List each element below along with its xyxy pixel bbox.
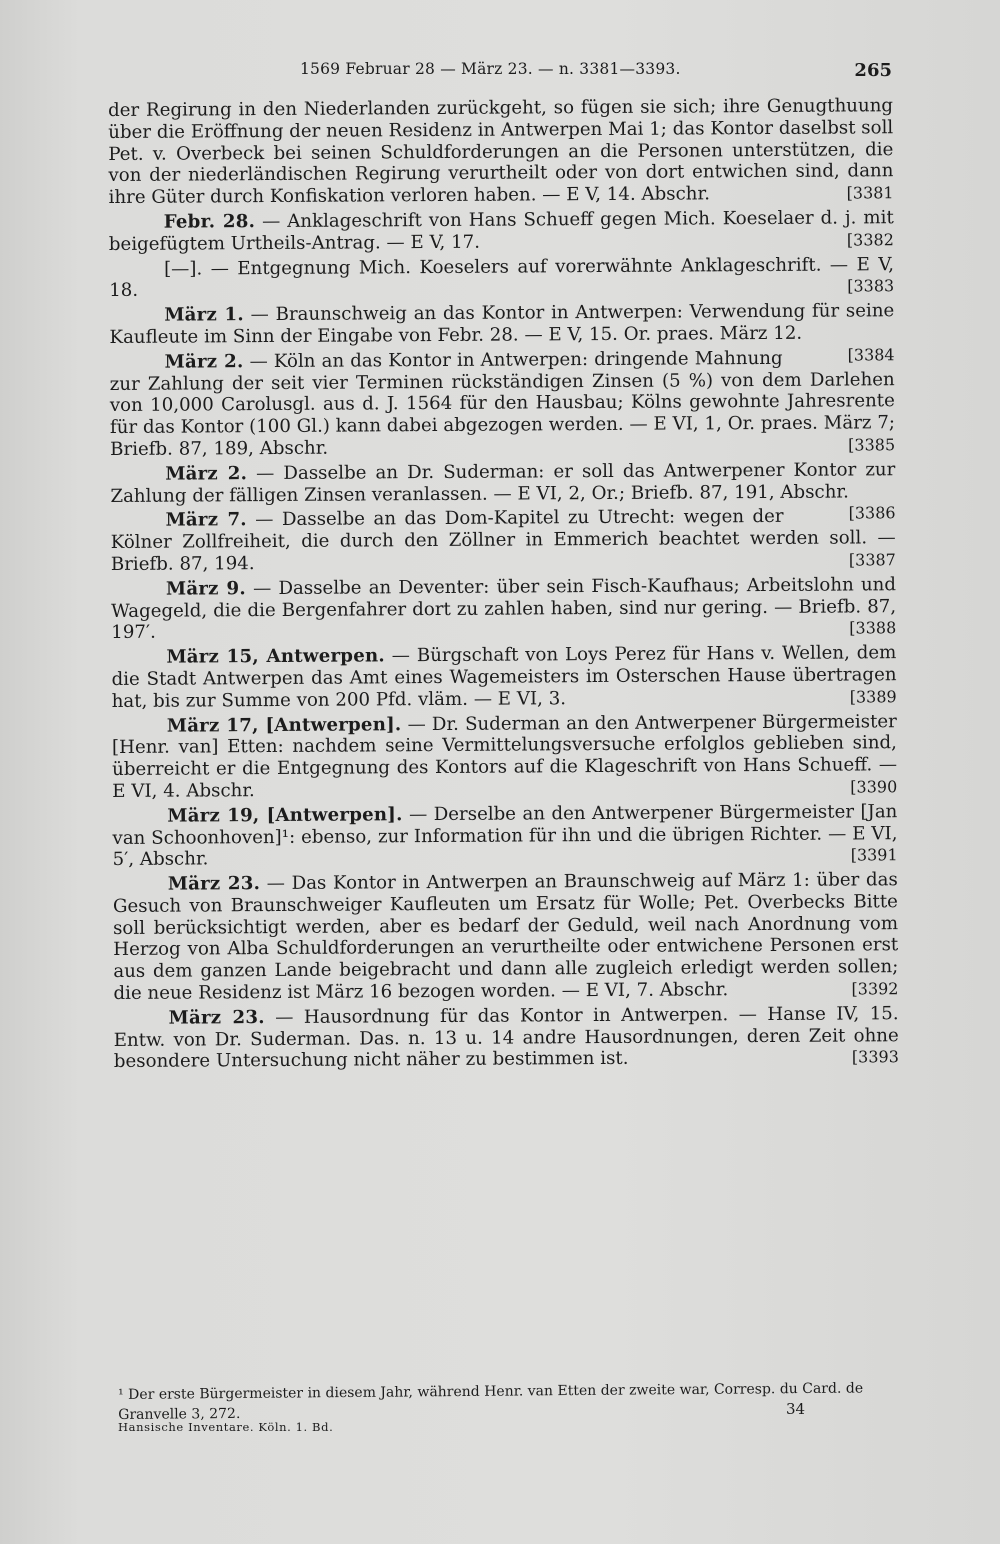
entry-date: März 15, Antwerpen. <box>166 645 385 668</box>
entry-number: [ 3393 <box>797 1047 899 1069</box>
entry-date: März 2. <box>164 350 244 373</box>
register-entry: März 1. — Braunschweig an das Kontor in Antwerpen: Verwendung für seine Kaufleute im Sinn der Eingabe von Febr. 28. — E V, 15. Or. praes. März 12. [ 3384 <box>109 300 894 348</box>
entry-date: März 17, [Antwerpen]. <box>166 713 402 737</box>
register-entry: [—]. — Entgegnung Mich. Koeselers auf vorerwähnte Anklageschrift. — E V, 18. [ 3383 <box>109 254 894 302</box>
register-entry: März 23. — Hausordnung für das Kontor in Antwerpen. — Hanse IV, 15. Entw. von Dr. Suderman. Das. n. 13 u. 14 andre Hausordnungen, deren Zeit ohne besondere Untersuchung nicht näher zu bestimmen ist. [ 3393 <box>114 1003 899 1073</box>
series-line: Hansische Inventare. Köln. 1. Bd. <box>118 1420 334 1434</box>
entry-date: März 23. <box>167 873 261 895</box>
register-entry: März 2. — Dasselbe an Dr. Suderman: er soll das Antwerpener Kontor zur Zahlung der fälligen Zinsen veranlassen. — E VI, 2, Or.; Briefb. 87, 191, Abschr. [ 3386 <box>110 459 895 507</box>
entry-date: März 2. <box>165 462 248 485</box>
register-entries <box>108 95 899 1076</box>
register-entry: März 19, [Antwerpen]. — Derselbe an den Antwerpener Bürgermeister [Jan van Schoonhoven]¹: ebenso, zur Information für ihn und die übrigen Richter. — E VI, 5′, Abschr. [ 3391 <box>112 801 897 871</box>
register-entry: März 23. — Das Kontor in Antwerpen an Braunschweig auf März 1: über das Gesuch von Braunschweiger Kaufleuten um Ersatz für Wolle; Pet. Overbecks Bitte soll berücksichtigt werden, aber es bedarf der Geduld, weil nach Anordnung vom Herzog von Alba Schuldforderungen an verurtheilte oder entwichene Personen erst aus dem ganzen Lande beigebracht und dann alle zugleich erledigt werden sollen; die neue Residenz ist März 16 bezogen worden. — E VI, 7. Abschr. [ 3392 <box>113 869 899 1005</box>
entry-date: März 1. <box>164 304 244 326</box>
entry-date: März 7. <box>165 509 247 531</box>
register-entry: März 9. — Dasselbe an Deventer: über sein Fisch-Kaufhaus; Arbeitslohn und Wagegeld, die die Bergenfahrer dort zu zahlen haben, sind nur gering. — Briefb. 87, 197′. [ 3388 <box>111 574 896 644</box>
entry-number: [ 3382 <box>792 229 894 251</box>
entry-date: März 19, [Antwerpen]. <box>167 803 403 827</box>
entry-date: Febr. 28. <box>163 211 256 233</box>
entry-number: [ 3383 <box>792 276 894 298</box>
entry-number: [ 3390 <box>795 776 897 798</box>
footnote-text: ¹ Der erste Bürgermeister in diesem Jahr, während Henr. van Etten der zweite war, Corresp. du Card. de Granvelle 3, 272. <box>118 1380 864 1423</box>
register-entry: März 2. — Köln an das Kontor in Antwerpen: dringende Mahnung zur Zahlung der seit vier Terminen rückständigen Zinsen (5 %) von dem Darlehen von 10,000 Carolusgl. aus d. J. 1564 für den Hausbau; Kölns gewohnte Jahresrente für das Kontor (100 Gl.) kann dabei abgezogen werden. — E VI, 1, Or. praes. März 7; Briefb. 87, 189, Abschr. [ 3385 <box>110 347 896 461</box>
entry-number: [ 3392 <box>796 978 898 1000</box>
entry-number: [ 3387 <box>794 549 896 571</box>
entry-number: [ 3381 <box>847 182 894 204</box>
register-entry: März 7. — Dasselbe an das Dom-Kapitel zu Utrecht: wegen der Kölner Zollfreiheit, die durch den Zöllner in Emmerich beachtet werden soll. — Briefb. 87, 194. [ 3387 <box>111 506 896 576</box>
entry-date: März 9. <box>165 577 246 600</box>
register-entry: März 17, [Antwerpen]. — Dr. Suderman an den Antwerpener Bürgermeister [Henr. van] Etten: nachdem seine Vermittelungsversuche erfolglos geblieben sind, überreicht er die Entgegnung des Kontors auf die Klageschrift von Hans Schueff. — E VI, 4. Abschr. [ 3390 <box>112 711 898 803</box>
entry-number: [ 3385 <box>793 434 895 456</box>
running-head: 1569 Februar 28 — März 23. — n. 3381—3393. <box>300 60 681 78</box>
register-entry: März 15, Antwerpen. — Bürgschaft von Loys Perez für Hans v. Wellen, dem die Stadt Antwerpen das Amt eines Wagemeisters im Osterschen Hause übertragen hat, bis zur Summe von 200 Pfd. vläm. — E VI, 3. [ 3389 <box>111 642 896 712</box>
entry-number: [ 3384 <box>793 344 895 366</box>
page-number: 265 <box>854 60 892 81</box>
entry-number: [ 3391 <box>796 844 898 866</box>
page-header <box>110 60 892 90</box>
register-entry: der Regirung in den Niederlanden zurückgeht, so fügen sie sich; ihre Genugthuung über die Eröffnung der neuen Residenz in Antwerpen Mai 1; das Kontor daselbst soll Pet. v. Overbeck bei seinen Schuldforderungen an die Personen unterstützen, die von der niederländischen Regirung verurtheilt oder von dort entwichen sind, dann ihre Güter durch Konfiskation verloren haben. — E V, 14. Abschr. [ 3381 <box>108 95 894 209</box>
entry-date: März 23. <box>168 1006 265 1029</box>
register-entry: Febr. 28. — Anklageschrift von Hans Schueff gegen Mich. Koeselaer d. j. mit beigefügtem Urtheils-Antrag. — E V, 17. [ 3382 <box>109 207 894 255</box>
entry-number: [ 3389 <box>795 686 897 708</box>
entry-number: [ 3386 <box>794 503 896 525</box>
entry-number: [ 3388 <box>794 618 896 640</box>
sheet-signature: 34 <box>786 1400 806 1418</box>
